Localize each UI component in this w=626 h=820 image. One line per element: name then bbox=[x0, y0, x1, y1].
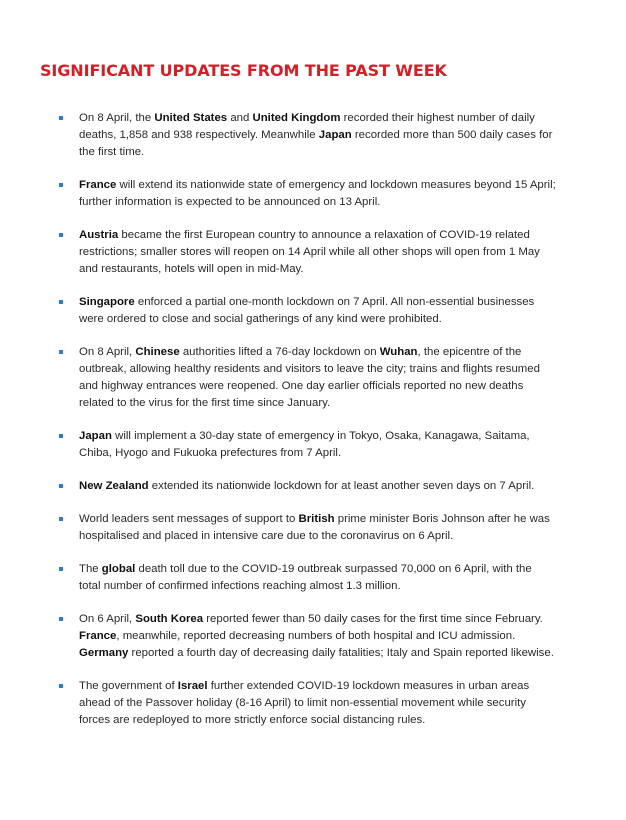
update-bold-text: global bbox=[101, 563, 136, 575]
update-text: The bbox=[79, 563, 102, 575]
update-text: recorded more than 500 daily cases for the first time. bbox=[79, 129, 553, 158]
update-text: became the first European country to announce a relaxation of COVID-19 related restrictions; smaller stores will reopen on 14 April while all other shops will open from 1 May and restaurants, hotels will open in mid-May. bbox=[79, 229, 540, 275]
bullet-icon bbox=[59, 517, 63, 521]
update-text: will implement a 30-day state of emergency in Tokyo, Osaka, Kanagawa, Saitama, Chiba, Hyogo and Fukuoka prefectures from 7 April. bbox=[79, 430, 530, 459]
bullet-icon bbox=[59, 350, 63, 354]
update-text: , meanwhile, reported decreasing numbers of both hospital and ICU admission. bbox=[116, 630, 516, 642]
bullet-icon bbox=[59, 484, 63, 488]
update-bold-text: Chinese bbox=[135, 346, 180, 358]
update-text: On 6 April, bbox=[79, 613, 136, 625]
update-text: and bbox=[227, 112, 253, 124]
bullet-icon bbox=[59, 183, 63, 187]
update-text: reported a fourth day of decreasing daily fatalities; Italy and Spain reported likewise. bbox=[128, 647, 554, 659]
update-bold-text: Austria bbox=[79, 229, 119, 241]
update-bold-text: Japan bbox=[79, 430, 112, 442]
update-bold-text: Singapore bbox=[79, 296, 135, 308]
update-bold-text: British bbox=[298, 513, 335, 525]
update-bold-text: United States bbox=[154, 112, 228, 124]
update-text: reported fewer than 50 daily cases for the first time since February. bbox=[203, 613, 543, 625]
update-bold-text: France bbox=[79, 179, 117, 191]
update-bold-text: Japan bbox=[318, 129, 352, 141]
update-item bbox=[56, 110, 556, 161]
update-item bbox=[56, 561, 556, 595]
update-item bbox=[56, 227, 556, 278]
update-text: , the epicentre of the outbreak, allowing healthy residents and visitors to leave the city; trains and flights resumed and highway entrances were reopened. One day earlier officials reported no new deaths related to the virus for the first time since January. bbox=[79, 346, 540, 409]
update-text: death toll due to the COVID-19 outbreak surpassed 70,000 on 6 April, with the total number of confirmed infections reaching almost 1.3 million. bbox=[79, 563, 532, 592]
update-text: enforced a partial one-month lockdown on 7 April. All non-essential businesses were ordered to close and social gatherings of any kind were prohibited. bbox=[79, 296, 535, 325]
update-text: The government of bbox=[79, 680, 178, 692]
update-item bbox=[56, 294, 556, 328]
bullet-icon bbox=[59, 434, 63, 438]
bullet-icon bbox=[59, 684, 63, 688]
update-text: World leaders sent messages of support to bbox=[79, 513, 299, 525]
bullet-icon bbox=[59, 567, 63, 571]
update-item bbox=[56, 428, 556, 462]
update-text: authorities lifted a 76-day lockdown on bbox=[179, 346, 380, 358]
bullet-icon bbox=[59, 116, 63, 120]
update-bold-text: United Kingdom bbox=[252, 112, 341, 124]
update-bold-text: Wuhan bbox=[379, 346, 418, 358]
update-text: will extend its nationwide state of emergency and lockdown measures beyond 15 April; further information is expected to be announced on 13 April. bbox=[79, 179, 556, 208]
update-bold-text: Germany bbox=[79, 647, 129, 659]
page-title: SIGNIFICANT UPDATES FROM THE PAST WEEK bbox=[40, 60, 447, 80]
update-text: further extended COVID-19 lockdown measures in urban areas ahead of the Passover holiday (8-16 April) to limit non-essential movement while security forces are redeployed to more strictly enforce social distancing rules. bbox=[79, 680, 530, 726]
update-item bbox=[56, 511, 556, 545]
bullet-icon bbox=[59, 617, 63, 621]
update-item bbox=[56, 678, 556, 729]
update-bold-text: New Zealand bbox=[79, 480, 149, 492]
update-bold-text: France bbox=[79, 630, 117, 642]
update-text: prime minister Boris Johnson after he was hospitalised and placed in intensive care due to the coronavirus on 6 April. bbox=[79, 513, 550, 542]
update-bold-text: Israel bbox=[177, 680, 208, 692]
bullet-icon bbox=[59, 233, 63, 237]
update-item bbox=[56, 611, 556, 662]
update-text: On 8 April, the bbox=[79, 112, 155, 124]
update-text: extended its nationwide lockdown for at least another seven days on 7 April. bbox=[148, 480, 535, 492]
updates-list bbox=[56, 110, 556, 745]
update-item bbox=[56, 177, 556, 211]
update-text: On 8 April, bbox=[79, 346, 136, 358]
update-text: recorded their highest number of daily deaths, 1,858 and 938 respectively. Meanwhile bbox=[79, 112, 535, 141]
bullet-icon bbox=[59, 300, 63, 304]
update-bold-text: South Korea bbox=[135, 613, 204, 625]
update-item bbox=[56, 344, 556, 412]
update-item bbox=[56, 478, 556, 495]
